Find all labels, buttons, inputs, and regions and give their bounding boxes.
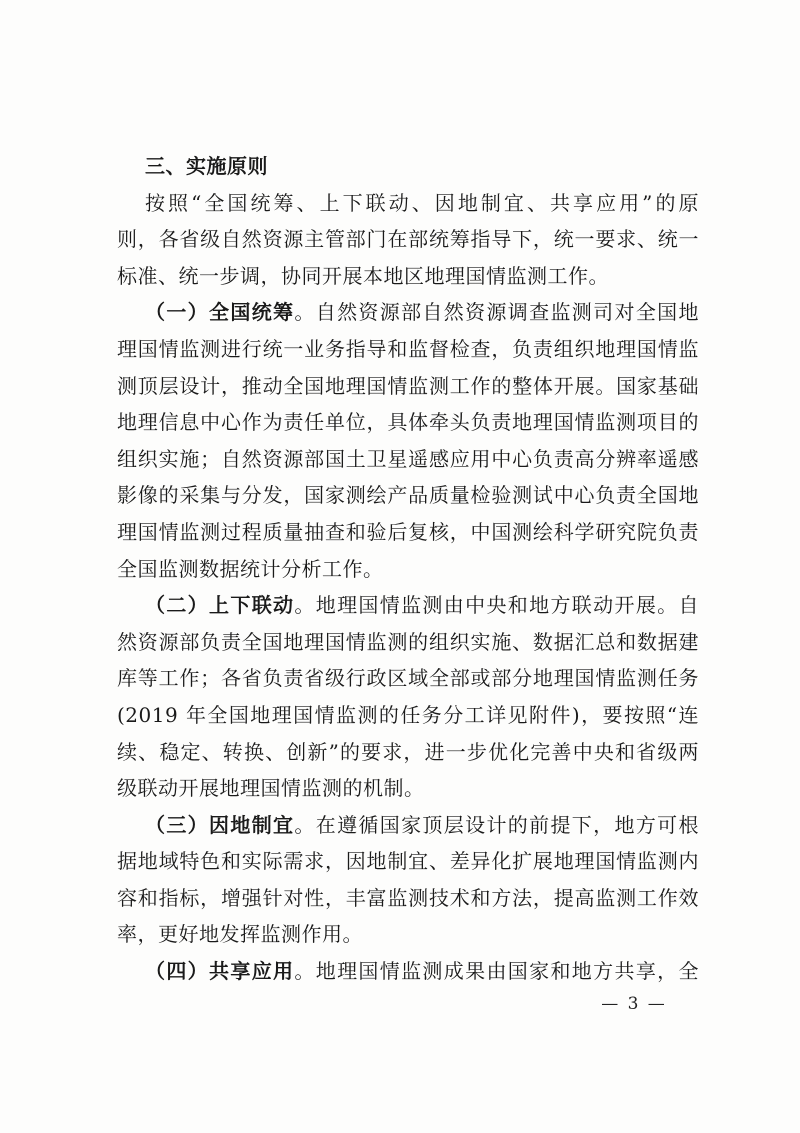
paragraph-text: 。地理国情监测成果由国家和地方共享，全 (294, 959, 700, 984)
text-line: 组织实施；自然资源部国土卫星遥感应用中心负责高分辨率遥感 (117, 446, 699, 471)
text-line: 续、稳定、转换、创新”的要求，进一步优化完善中央和省级两 (117, 739, 699, 764)
page-number: — 3 — (601, 994, 667, 1014)
paragraph-local-conditions (117, 807, 699, 953)
text-line (117, 807, 699, 844)
text-line (117, 294, 699, 331)
text-line: 全国监测数据统计分析工作。 (117, 556, 384, 581)
text-line: 地理信息中心作为责任单位，具体牵头负责地理国情监测项目的 (117, 410, 699, 435)
text-line: 测顶层设计，推动全国地理国情监测工作的整体开展。国家基础 (117, 373, 699, 398)
text-line: 按照“全国统筹、上下联动、因地制宜、共享应用”的原 (145, 190, 699, 215)
paragraph-lead: （一）全国统筹 (145, 300, 295, 325)
text-line: 则，各省级自然资源主管部门在部统筹指导下，统一要求、统一 (117, 227, 699, 252)
paragraph-lead: （三）因地制宜 (145, 812, 295, 837)
document-body (117, 148, 699, 990)
paragraph-linkage (117, 587, 699, 807)
text-line: 级联动开展地理国情监测的机制。 (117, 776, 425, 801)
text-line: 然资源部负责全国地理国情监测的组织实施、数据汇总和数据建 (117, 629, 699, 654)
paragraph-national-coordination (117, 294, 699, 587)
paragraph-lead: （四）共享应用 (145, 959, 295, 984)
text-line: (2019 年全国地理国情监测的任务分工详见附件)，要按照“连 (117, 702, 699, 727)
paragraph-text: 。地理国情监测由中央和地方联动开展。自 (294, 593, 700, 618)
text-line: 容和指标，增强针对性，丰富监测技术和方法，提高监测工作效 (117, 885, 699, 910)
text-line: 理国情监测进行统一业务指导和监督检查，负责组织地理国情监 (117, 336, 699, 361)
text-line: 理国情监测过程质量抽查和验后复核，中国测绘科学研究院负责 (117, 519, 699, 544)
text-line (117, 953, 699, 990)
text-line: 率，更好地发挥监测作用。 (117, 922, 363, 947)
paragraph-shared-application (117, 953, 699, 990)
text-line: 标准、统一步调，协同开展本地区地理国情监测工作。 (117, 263, 609, 288)
text-line: 据地域特色和实际需求，因地制宜、差异化扩展地理国情监测内 (117, 849, 699, 874)
paragraph-text: 。在遵循国家顶层设计的前提下，地方可根 (294, 812, 700, 837)
paragraph-text: 。自然资源部自然资源调查监测司对全国地 (294, 300, 700, 325)
paragraph-lead: （二）上下联动 (145, 593, 295, 618)
section-heading: 三、实施原则 (145, 154, 268, 178)
text-line: 影像的采集与分发，国家测绘产品质量检验测试中心负责全国地 (117, 483, 699, 508)
text-line (117, 587, 699, 624)
intro-paragraph (117, 185, 699, 295)
text-line: 库等工作；各省负责省级行政区域全部或部分地理国情监测任务 (117, 666, 699, 691)
